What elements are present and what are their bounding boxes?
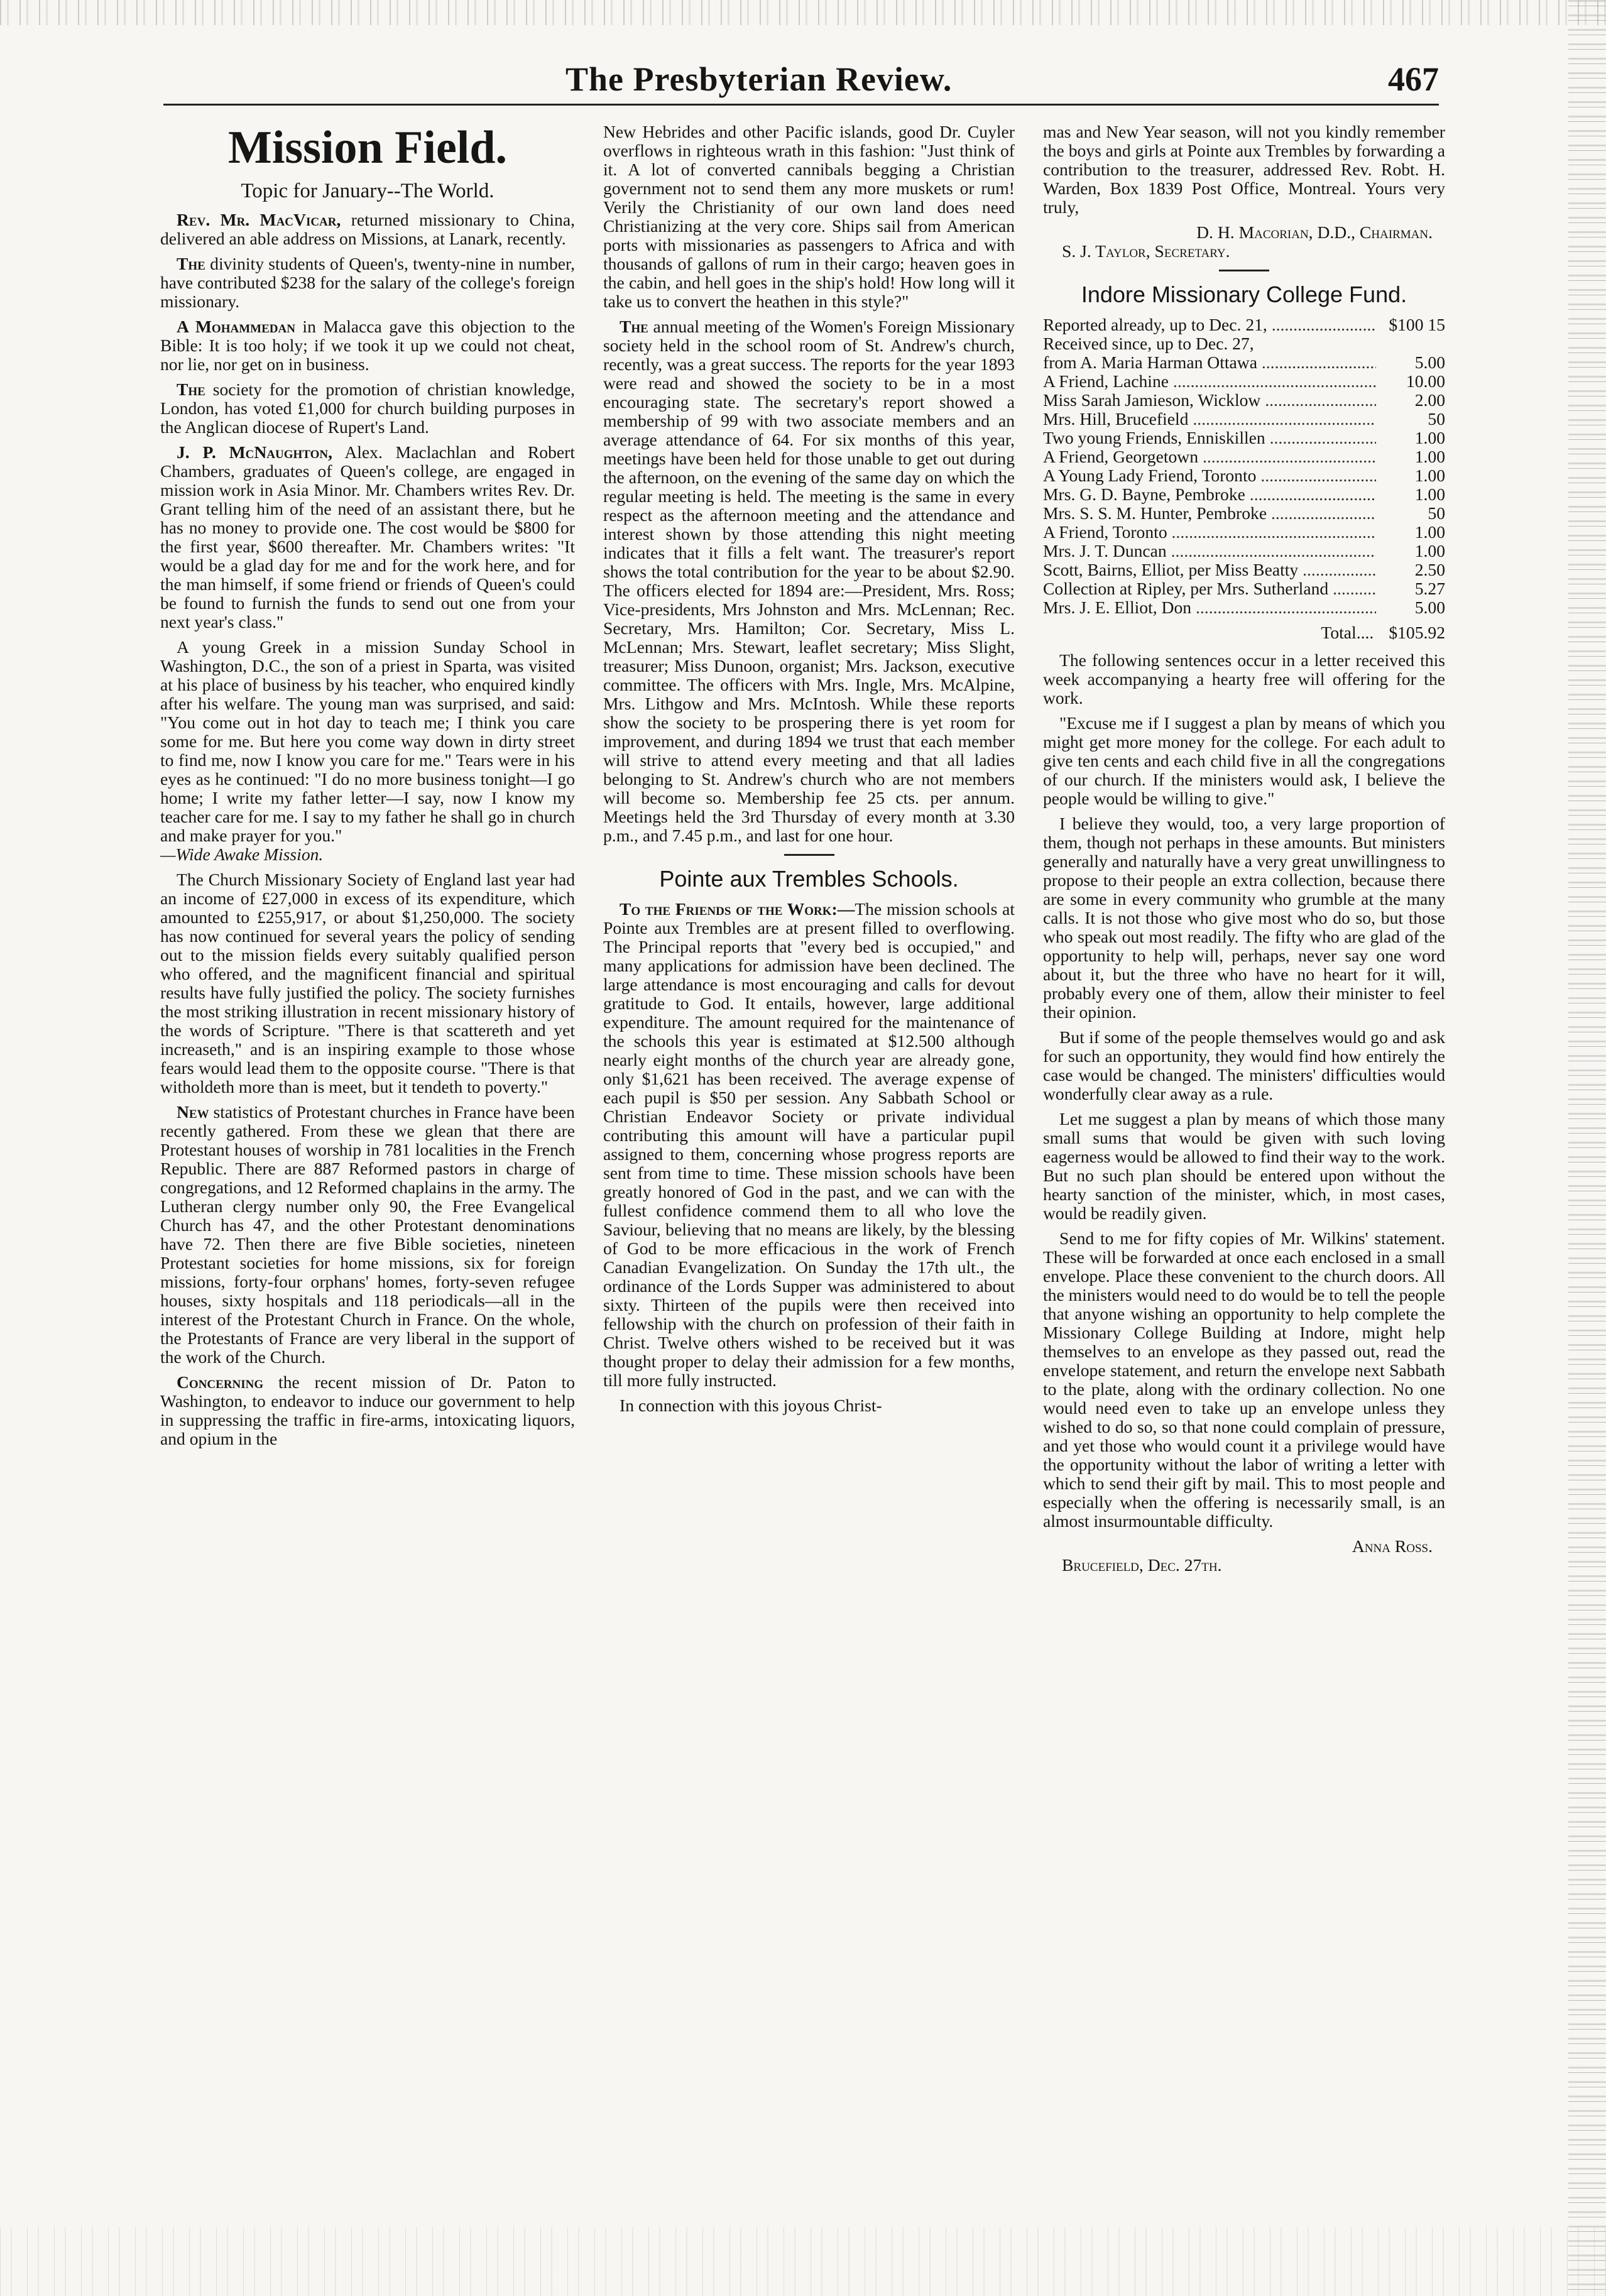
attribution: —Wide Awake Mission. — [160, 845, 324, 864]
fund-row — [1043, 372, 1445, 391]
fund-amount: 1.00 — [1414, 541, 1445, 560]
running-head — [163, 60, 1439, 106]
fund-name: Mrs. J. T. Duncan ..... — [1043, 542, 1376, 560]
section-title: Mission Field. — [227, 122, 508, 173]
fund-name: Mrs. J. E. Elliot, Don ..... — [1043, 598, 1376, 617]
fund-name: from A. Maria Harman Ottawa ..... — [1043, 353, 1376, 372]
fund-amount: 1.00 — [1414, 447, 1445, 466]
lead-in: The — [620, 317, 648, 336]
paragraph-text: returned missionary to China, delivered an able address on Missions, at Lanark, recently. — [160, 210, 575, 248]
scan-edge-top — [0, 0, 1606, 25]
fund-name: Collection at Ripley, per Mrs. Sutherland ..... — [1043, 579, 1376, 598]
fund-row — [1043, 466, 1445, 485]
scan-edge-right — [1568, 0, 1606, 2296]
signature-secretary: S. J. Taylor, Secretary. — [1062, 241, 1230, 261]
article-paragraph — [1043, 1229, 1445, 1531]
lead-in: A Mohammedan — [177, 317, 295, 336]
paragraph-text: In connection with this joyous Christ- — [620, 1396, 882, 1415]
fund-amount: $100 15 — [1389, 315, 1445, 334]
paragraph-text: A young Greek in a mission Sunday School in Washington, D.C., the son of a priest in Sparta, was visited at his place of business by his teacher, who enquired kindly after his welfare. The young man was surprised, and said: "You come out in hot day to teach me; I think you care some for me. But here you come way down in dirty street to find me, now I know you care for me." Tears were in his eyes as he continued: "I do no more business tonight—I go home; I write my father letter—I say, now I know my teacher care for me. I say to my father he shall go in church and make prayer for you." — [160, 637, 575, 845]
article-paragraph — [603, 123, 1015, 311]
fund-name: A Friend, Toronto ..... — [1043, 523, 1376, 542]
paragraph-text: Alex. Maclachlan and Robert Chambers, graduates of Queen's college, are engaged in mission work in Asia Minor. Mr. Chambers writes Rev. Dr. Grant telling him of the need of an assistant there, but he has no money to provide one. The cost would be $800 for the first year, $600 thereafter. Mr. Chambers writes: "It would be a glad day for me and for the work here, and for the man himself, if some friend or friends of Queen's could be found to furnish the funds to send out one from your next year's class." — [160, 442, 575, 631]
publication-title: The Presbyterian Review. — [565, 60, 953, 98]
article-paragraph — [160, 254, 575, 311]
lead-in: Rev. Mr. MacVicar, — [177, 210, 341, 229]
paragraph-text: Send to me for fifty copies of Mr. Wilkins' statement. These will be forwarded at once each enclosed in a small envelope. Place these convenient to the church doors. All the ministers would need to do would be to tell the people that anyone wishing an opportunity to help complete the Missionary College Building at Indore, might help themselves to an envelope as they passed out, read the envelope statement, and return the envelope next Sabbath to the plate, along with the ordinary collection. No one would need even to take up an envelope unless they wished to do so, so that none could complain of pressure, and yet those who would count it a privilege would have the opportunity without the labor of writing a letter with which to send their gift by mail. This to most people and especially when the offering is necessarily small, is an almost insurmountable difficulty. — [1043, 1228, 1445, 1531]
fund-name: Two young Friends, Enniskillen ..... — [1043, 429, 1376, 447]
fund-amount: 10.00 — [1406, 371, 1445, 391]
article-paragraph — [160, 1103, 575, 1367]
column-3 — [1043, 123, 1445, 1575]
fund-amount: 1.00 — [1414, 428, 1445, 447]
paragraph-text: society for the promotion of christian knowledge, London, has voted £1,000 for church building purposes in the Anglican diocese of Rupert's Land. — [160, 380, 575, 437]
paragraph-text: New Hebrides and other Pacific islands, good Dr. Cuyler overflows in righteous wrath in this fashion: "Just think of it. A lot of converted cannibals begging a Christian government not to send them any more muskets or rum! Verily the Christianity of our own land does need Christianizing at the very core. Ships sail from American ports with missionaries as passengers to Africa and with thousands of gallons of rum in their cargo; heaven goes in the cabin, and hell goes in the ship's hold! How long will it take us to convert the heathen in this style?" — [603, 122, 1015, 311]
paragraph-text: mas and New Year season, will not you kindly remember the boys and girls at Pointe aux Trembles by forwarding a contribution to the treasurer, addressed Rev. Robt. H. Warden, Box 1839 Post Office, Montreal. Yours very truly, — [1043, 122, 1445, 217]
column-1 — [160, 123, 575, 1455]
lead-in: The — [177, 254, 205, 273]
topic-line: Topic for January--The World. — [241, 180, 494, 202]
paragraph-text: But if some of the people themselves would go and ask for such an opportunity, they would find how entirely the case would be changed. The ministers' difficulties would wonderfully clear away as a rule. — [1043, 1027, 1445, 1103]
section-divider — [784, 854, 834, 856]
article-paragraph — [1043, 1028, 1445, 1103]
fund-row — [1043, 429, 1445, 447]
total-amount: $105.92 — [1389, 623, 1445, 642]
fund-row — [1043, 504, 1445, 523]
fund-amount: 1.00 — [1414, 466, 1445, 485]
fund-subintro: Received since, up to Dec. 27, — [1043, 334, 1254, 353]
paragraph-text: divinity students of Queen's, twenty-nine in number, have contributed $238 for the salary of the college's foreign missionary. — [160, 254, 575, 311]
paragraph-text: I believe they would, too, a very large proportion of them, though not perhaps in these amounts. But ministers generally and naturally have a very great unwillingness to propose to their people an extra collection, because there are some in every community who grumble at the many calls. It is not those who give most who do so, but those who speak out most readily. The fifty who are glad of the opportunity to help will, perhaps, never say one word about it, but the three who have no heart for it will, probably every one of them, allow their minister to feel their opinion. — [1043, 814, 1445, 1022]
fund-row — [1043, 598, 1445, 617]
fund-amount: 50 — [1428, 503, 1445, 523]
fund-row — [1043, 542, 1445, 560]
fund-row — [1043, 391, 1445, 410]
paragraph-text: The mission schools at Pointe aux Trembles are at present filled to overflowing. The Principal reports that "every bed is occupied," and many applications for admission have been declined. The large attendance is most encouraging and calls for devout gratitude to God. It entails, however, large additional expenditure. The amount required for the maintenance of the schools this year is estimated at $12.500 although nearly eight months of the church year are already gone, only $1,621 has been received. The average expense of each pupil is $50 per session. Any Sabbath School or Christian Endeavor Society or private individual contributing this amount will have a particular pupil assigned to them, concerning whose progress reports are sent from time to time. These mission schools have been greatly honored of God in the past, and we can with the fullest confidence commend them to all who love the Saviour, believing that no means are likely, by the blessing of God to be more efficacious in the work of French Canadian Evangelization. On Sunday the 17th ult., the ordinance of the Lords Supper was administered to about sixty. Thirteen of the pupils were then received into fellowship with the church on profession of their faith in Christ. Twelve others wished to be received but it was thought proper to delay their admission for a few months, till more fully instructed. — [603, 899, 1015, 1390]
dateline: Brucefield, Dec. 27th. — [1062, 1555, 1222, 1575]
lead-in: Concerning — [177, 1372, 264, 1392]
fund-amount: 50 — [1428, 409, 1445, 429]
page-number: 467 — [1388, 60, 1439, 98]
fund-name: Mrs. G. D. Bayne, Pembroke ..... — [1043, 485, 1376, 504]
lead-in: The — [177, 380, 205, 399]
signature-chairman: D. H. Macorian, D.D., Chairman. — [1196, 222, 1433, 242]
fund-row — [1043, 485, 1445, 504]
fund-total — [1043, 623, 1445, 642]
fund-name: A Young Lady Friend, Toronto ..... — [1043, 466, 1376, 485]
fund-amount: 5.00 — [1414, 353, 1445, 372]
article-paragraph — [603, 1396, 1015, 1415]
fund-rows — [1043, 353, 1445, 617]
fund-row — [1043, 315, 1445, 334]
article-paragraph — [603, 900, 1015, 1390]
subheading: Pointe aux Trembles Schools. — [659, 866, 959, 892]
article-paragraph — [1043, 714, 1445, 808]
article-paragraph — [160, 380, 575, 437]
article-paragraph — [1043, 1110, 1445, 1223]
article-paragraph — [1043, 651, 1445, 708]
article-paragraph — [1043, 123, 1445, 217]
fund-row — [1043, 579, 1445, 598]
fund-row — [1043, 447, 1445, 466]
fund-row — [1043, 353, 1445, 372]
fund-list — [1043, 315, 1445, 617]
article-paragraph — [1043, 814, 1445, 1022]
fund-name: Scott, Bairns, Elliot, per Miss Beatty ..... — [1043, 560, 1376, 579]
lead-in: New — [177, 1102, 209, 1122]
lead-in: To the Friends of the Work:— — [620, 899, 855, 919]
section-divider — [1219, 270, 1269, 271]
fund-amount: 5.00 — [1414, 598, 1445, 617]
article-paragraph — [160, 210, 575, 248]
article-paragraph — [603, 317, 1015, 845]
column-2 — [603, 123, 1015, 1421]
fund-row — [1043, 410, 1445, 429]
article-paragraph — [160, 638, 575, 864]
article-paragraph — [160, 870, 575, 1096]
paragraph-text: Let me suggest a plan by means of which those many small sums that would be given with such loving eagerness would be allowed to find their way to the work. But no such plan should be entered upon without the hearty sanction of the minister, which, in most cases, would be readily given. — [1043, 1109, 1445, 1223]
fund-amount: 2.00 — [1414, 390, 1445, 410]
fund-row — [1043, 523, 1445, 542]
fund-name: Mrs. S. S. M. Hunter, Pembroke ..... — [1043, 504, 1376, 523]
paragraph-text: the recent mission of Dr. Paton to Washington, to endeavor to induce our government to help in suppressing the traffic in fire-arms, intoxicating liquors, and opium in the — [160, 1372, 575, 1448]
paragraph-text: in Malacca gave this objection to the Bible: It is too holy; if we took it up we could not cheat, nor lie, nor get on in business. — [160, 317, 575, 374]
fund-name: Reported already, up to Dec. 21, ..... — [1043, 315, 1376, 334]
article-paragraph — [160, 1373, 575, 1448]
fund-name: Miss Sarah Jamieson, Wicklow ..... — [1043, 391, 1376, 410]
fund-amount: 1.00 — [1414, 484, 1445, 504]
fund-name: A Friend, Georgetown ..... — [1043, 447, 1376, 466]
subheading: Indore Missionary College Fund. — [1081, 282, 1407, 307]
paragraph-text: statistics of Protestant churches in France have been recently gathered. From these we glean that there are Protestant houses of worship in 781 localities in the French Republic. There are 887 Reformed pastors in charge of congregations, and 12 Reformed chaplains in the army. The Lutheran clergy number only 90, the Free Evangelical Church has 47, and the other Protestant denominations have 72. Then there are five Bible societies, nineteen Protestant societies for home missions, six for foreign missions, forty-four orphans' homes, forty-seven refugee houses, sixty hospitals and 118 periodicals—all in the interest of the Protestant Church in France. On the whole, the Protestants of France are very liberal in the support of the work of the Church. — [160, 1102, 575, 1367]
fund-amount: 2.50 — [1414, 560, 1445, 579]
paragraph-text: "Excuse me if I suggest a plan by means of which you might get more money for the college. For each adult to give ten cents and each child five in all the congregations of our church. If the ministers would ask, I believe the people would be willing to give." — [1043, 713, 1445, 808]
scan-edge-bottom — [0, 2227, 1606, 2296]
article-paragraph — [160, 317, 575, 374]
signature-author: Anna Ross. — [1352, 1536, 1433, 1556]
article-paragraph — [160, 443, 575, 631]
fund-name: Mrs. Hill, Brucefield ..... — [1043, 410, 1376, 429]
fund-name: A Friend, Lachine ..... — [1043, 372, 1376, 391]
fund-row — [1043, 560, 1445, 579]
paragraph-text: The following sentences occur in a letter received this week accompanying a hearty free will offering for the work. — [1043, 650, 1445, 708]
fund-amount: 1.00 — [1414, 522, 1445, 542]
fund-amount: 5.27 — [1414, 579, 1445, 598]
lead-in: J. P. McNaughton, — [177, 442, 332, 462]
total-label: Total.... — [1321, 623, 1374, 642]
paragraph-text: annual meeting of the Women's Foreign Missionary society held in the school room of St. Andrew's church, recently, was a great success. The reports for the year 1893 were read and showed the society to be in a most encouraging state. The secretary's report showed a membership of 99 with two associate members and an average attendance of 64. For six months of this year, meetings have been held for those unable to get out during the afternoon, on the evening of the same day on which the regular meeting is held. The meeting is the same in every respect as the afternoon meeting and the attendance and interest shown by those attending this night meeting indicates that it fills a felt want. The treasurer's report shows the total contribution for the year to be about $2.90. The officers elected for 1894 are:—President, Mrs. Ross; Vice-presidents, Mrs Johnston and Mrs. McLennan; Rec. Secretary, Mrs. Hamilton; Cor. Secretary, Miss L. McLennan; Mrs. Stewart, leaflet secretary; Miss Slight, treasurer; Miss Dunoon, organist; Mrs. Jackson, executive committee. The officers with Mrs. Ingle, Mrs. McAlpine, Mrs. Lithgow and Mrs. McIntosh. While these reports show the society to be prospering there is yet room for improvement, and during 1894 we trust that each member will strive to attend every meeting and that all ladies belonging to St. Andrew's church who are not members will become so. Membership fee 25 cts. per annum. Meetings held the 3rd Thursday of every month at 3.30 p.m., and 7.45 p.m., and last for one hour. — [603, 317, 1015, 845]
paragraph-text: The Church Missionary Society of England last year had an income of £27,000 in excess of its expenditure, which amounted to £255,917, or about $1,250,000. The society has now continued for several years the policy of sending out to the mission fields every suitably qualified person who offered, and the magnificent financial and spiritual results have fully justified the policy. The society furnishes the most striking illustration in recent missionary history of the words of Scripture. "There is that scattereth and yet increaseth," and is an inspiring example to those whose fears would lead them to the opposite course. "There is that witholdeth more than is meet, but it tendeth to poverty." — [160, 870, 575, 1096]
